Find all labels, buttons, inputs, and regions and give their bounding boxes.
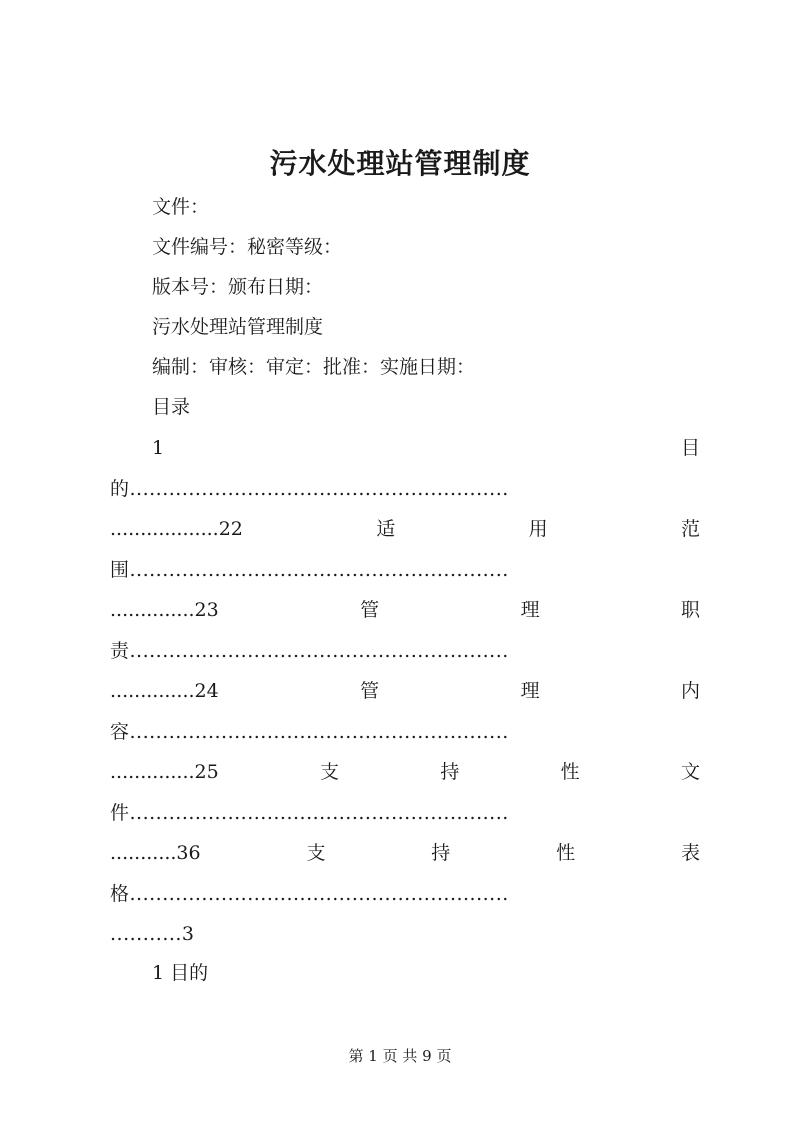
- toc-text: 性: [556, 842, 576, 864]
- section-heading: 1 目的: [152, 962, 209, 984]
- file-number-line: 文件编号：秘密等级：: [152, 236, 343, 258]
- toc-text: 支: [320, 761, 340, 783]
- file-line: 文件：: [152, 196, 210, 218]
- toc-text: 目: [680, 437, 700, 459]
- toc-row-5: [110, 595, 700, 625]
- toc-row-6: 责..........................................................: [110, 640, 509, 662]
- toc-text: 理: [520, 680, 540, 702]
- toc-text: ..............23: [110, 599, 219, 621]
- toc-text: 职: [680, 599, 700, 621]
- toc-text: 内: [680, 680, 700, 702]
- toc-text: 持: [440, 761, 460, 783]
- subtitle-line: 污水处理站管理制度: [152, 316, 324, 338]
- toc-text: 性: [560, 761, 580, 783]
- toc-text: 管: [360, 680, 380, 702]
- toc-text: ...........36: [110, 842, 201, 864]
- toc-row-7: [110, 676, 700, 706]
- toc-text: 用: [528, 518, 548, 540]
- approval-line: 编制：审核：审定：批准：实施日期：: [152, 356, 476, 378]
- toc-row-12: 格..........................................................: [110, 883, 509, 905]
- toc-row-2: 的..........................................................: [110, 478, 509, 500]
- toc-text: ..............25: [110, 761, 219, 783]
- document-title: 污水处理站管理制度: [269, 147, 531, 180]
- toc-text: ..............24: [110, 680, 219, 702]
- toc-row-1: [152, 433, 700, 463]
- toc-row-13: ...........3: [110, 923, 195, 945]
- page-footer: 第 1 页 共 9 页: [348, 1047, 452, 1065]
- toc-row-10: 件..........................................................: [110, 802, 509, 824]
- toc-text: 持: [431, 842, 451, 864]
- version-line: 版本号：颁布日期：: [152, 276, 324, 298]
- toc-text: 理: [520, 599, 540, 621]
- toc-text: 适: [376, 518, 396, 540]
- toc-row-8: 容..........................................................: [110, 721, 509, 743]
- toc-text: 支: [306, 842, 326, 864]
- toc-text: ..................22: [110, 518, 243, 540]
- toc-heading: 目录: [152, 396, 191, 418]
- toc-row-11: [110, 838, 700, 868]
- toc-text: 文: [680, 761, 700, 783]
- toc-row-9: [110, 757, 700, 787]
- toc-text: 1: [152, 437, 165, 459]
- toc-text: 范: [680, 518, 700, 540]
- toc-row-3: [110, 514, 700, 544]
- toc-row-4: 围..........................................................: [110, 559, 509, 581]
- toc-text: 表: [680, 842, 700, 864]
- toc-text: 管: [360, 599, 380, 621]
